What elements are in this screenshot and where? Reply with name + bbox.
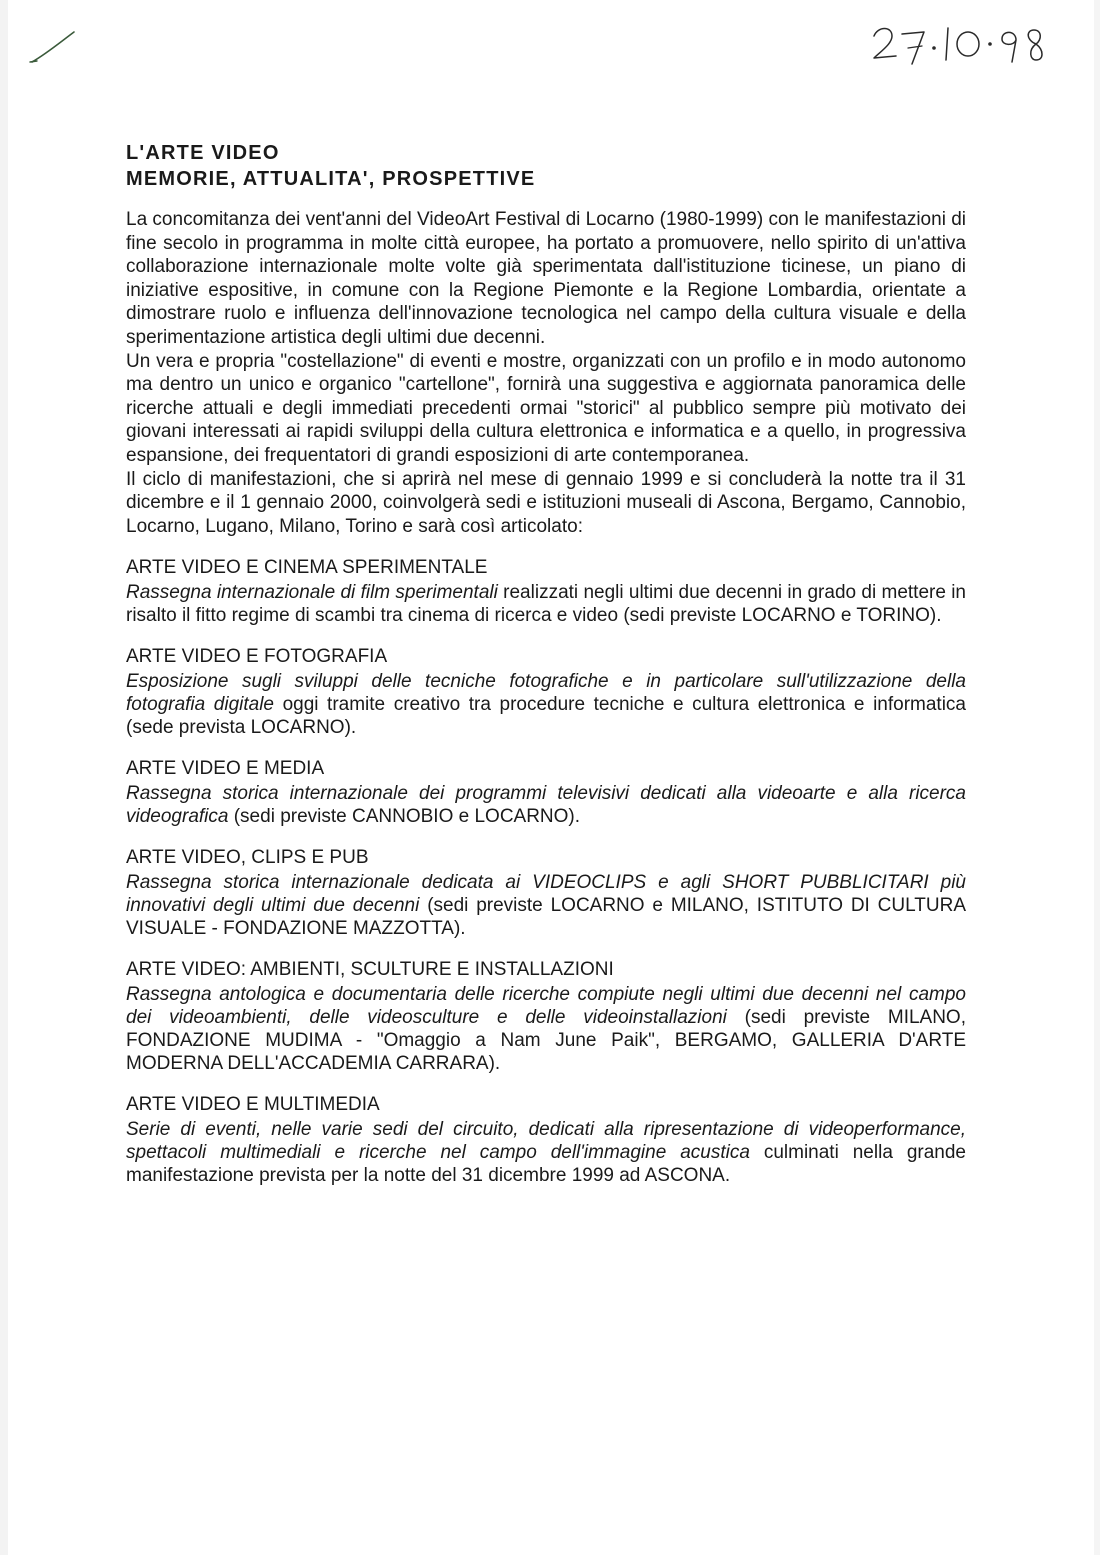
section-text: realizzati negli ultimi due decenni in grado di mettere in risalto il fitto regime di scambi tra cinema di ricerca e video (sedi previste LOCARNO e TORINO). (126, 582, 966, 627)
section-body (126, 1118, 966, 1187)
section-text: culminati nella grande manifestazione prevista per la notte del 31 dicembre 1999 ad ASCONA. (126, 1142, 966, 1187)
section-cinema (126, 556, 966, 627)
section-italic: Rassegna storica internazionale dei programmi televisivi dedicati alla videoarte e alla ricerca videografica (126, 783, 966, 828)
section-multimedia (126, 1093, 966, 1187)
section-installazioni (126, 958, 966, 1075)
intro-paragraph: Un vera e propria "costellazione" di eventi e mostre, organizzati con un profilo e in modo autonomo ma dentro un unico e organico "cartellone", fornirà una suggestiva e aggiornata panoramica delle ricerche attuali e degli immediati precedenti ormai "storici" al pubblico sempre più motivato dei giovani interessati ai rapidi sviluppi della cultura elettronica e informatica e a quello, in progressiva espansione, dei frequentatori di grandi esposizioni di arte contemporanea. (126, 350, 966, 466)
intro-text (126, 208, 966, 538)
section-body (126, 782, 966, 828)
document-subtitle: MEMORIE, ATTUALITA', PROSPETTIVE (126, 168, 536, 190)
section-title: ARTE VIDEO, CLIPS E PUB (126, 847, 369, 869)
section-italic: Rassegna antologica e documentaria delle ricerche compiute negli ultimi due decenni nel campo dei videoambienti, delle videosculture e delle videoinstallazioni (126, 984, 966, 1029)
section-title: ARTE VIDEO: AMBIENTI, SCULTURE E INSTALLAZIONI (126, 959, 614, 981)
section-italic: Esposizione sugli sviluppi delle tecniche fotografiche e in particolare sull'utilizzazione della fotografia digitale (126, 671, 966, 716)
intro-paragraph: La concomitanza dei vent'anni del VideoArt Festival di Locarno (1980-1999) con le manifestazioni di fine secolo in programma in molte città europee, ha portato a promuovere, nello spirito di un'attiva collaborazione internazionale molte volte già sperimentata dall'istituzione ticinese, un piano di iniziative espositive, in comune con la Regione Piemonte e la Regione Lombardia, orientate a dimostrare ruolo e influenza dell'innovazione tecnologica nel campo della cultura visuale e della sperimentazione artistica degli ultimi due decenni. (126, 209, 966, 348)
section-body (126, 581, 966, 627)
handwritten-date (866, 14, 1066, 70)
section-text: (sedi previste LOCARNO e MILANO, ISTITUTO DI CULTURA VISUALE - FONDAZIONE MAZZOTTA). (126, 895, 967, 940)
section-italic: Rassegna internazionale di film sperimentali (126, 582, 498, 604)
intro-paragraph: Il ciclo di manifestazioni, che si aprirà nel mese di gennaio 1999 e si concluderà la notte tra il 31 dicembre e il 1 gennaio 2000, coinvolgerà sedi e istituzioni museali di Ascona, Bergamo, Cannobio, Locarno, Lugano, Milano, Torino e sarà così articolato: (126, 468, 966, 537)
section-title: ARTE VIDEO E MEDIA (126, 758, 325, 780)
section-media (126, 757, 966, 828)
section-title: ARTE VIDEO E CINEMA SPERIMENTALE (126, 557, 488, 579)
document-page (126, 140, 966, 1187)
section-fotografia (126, 645, 966, 739)
section-text: (sedi previste CANNOBIO e LOCARNO). (228, 806, 581, 828)
section-body (126, 670, 966, 739)
section-body (126, 983, 966, 1075)
section-clips (126, 846, 966, 940)
section-text: (sedi previste MILANO, FONDAZIONE MUDIMA - "Omaggio a Nam June Paik", BERGAMO, GALLERIA D'ARTE MODERNA DELL'ACCADEMIA CARRARA). (126, 1007, 966, 1075)
section-title: ARTE VIDEO E MULTIMEDIA (126, 1094, 380, 1116)
section-body (126, 871, 966, 940)
document-title: L'ARTE VIDEO (126, 142, 280, 164)
section-italic: Serie di eventi, nelle varie sedi del circuito, dedicati alla ripresentazione di videoperformance, spettacoli multimediali e ricerche nel campo dell'immagine acustica (126, 1119, 966, 1164)
section-text: oggi tramite creativo tra procedure tecniche e cultura elettronica e informatica (sede prevista LOCARNO). (126, 694, 966, 739)
pen-stroke-mark (28, 28, 78, 68)
section-title: ARTE VIDEO E FOTOGRAFIA (126, 646, 388, 668)
section-italic: Rassegna storica internazionale dedicata ai VIDEOCLIPS e agli SHORT PUBBLICITARI più innovativi degli ultimi due decenni (126, 872, 966, 917)
